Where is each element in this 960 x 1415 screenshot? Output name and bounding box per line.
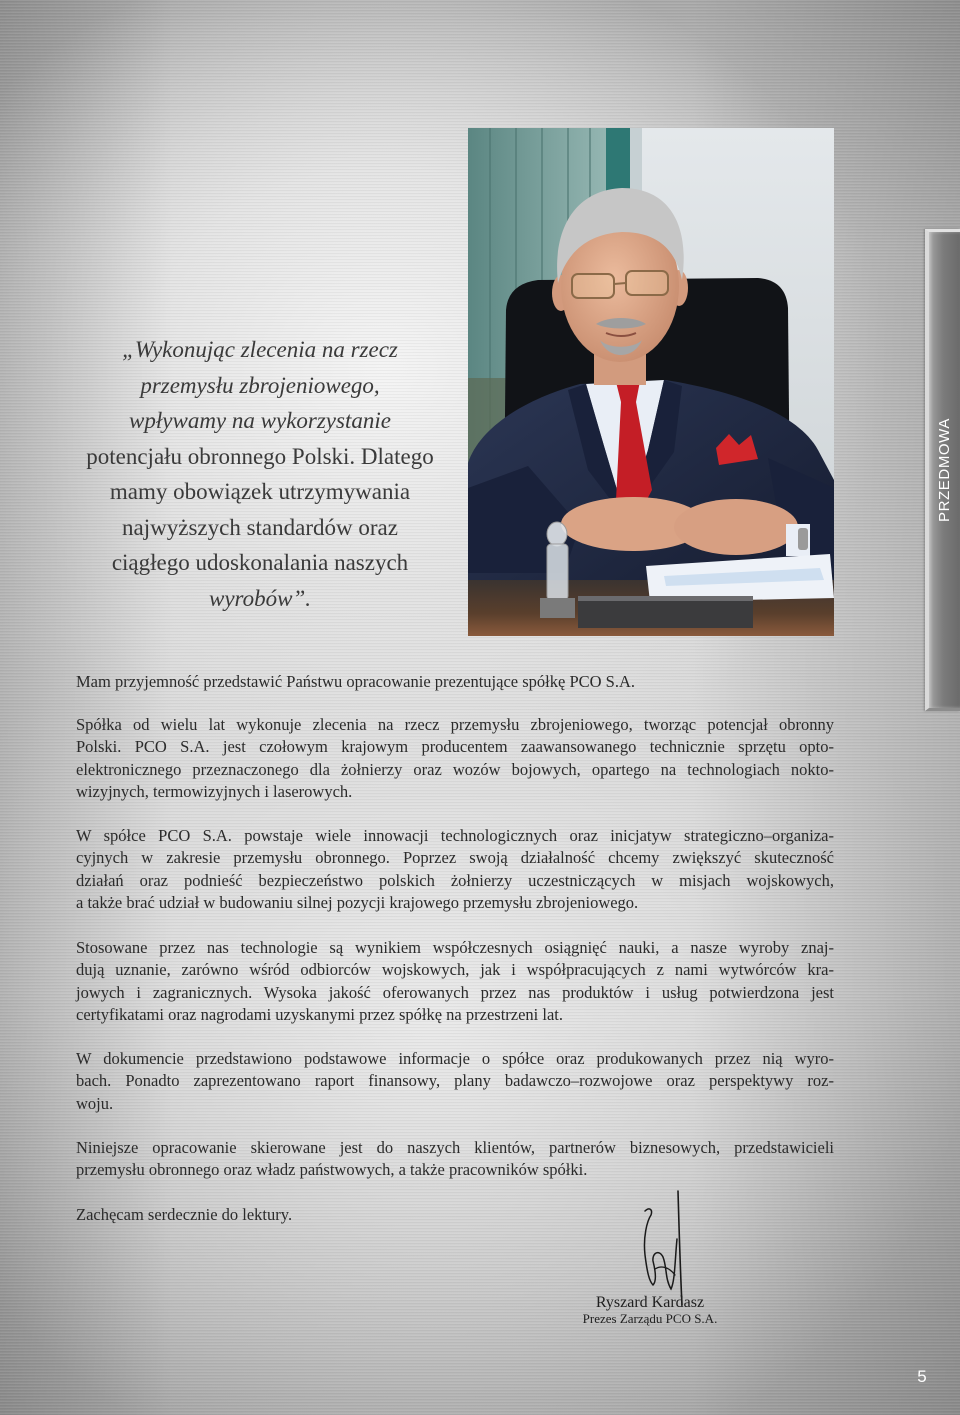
body-paragraph [76, 825, 834, 914]
pull-quote [60, 332, 460, 616]
body-line: Spółka od wielu lat wykonuje zlecenia na rzecz przemysłu zbrojeniowego, tworząc potencjał obronny [76, 715, 834, 734]
body-line: a także brać udział w budowaniu silnej pozycji krajowego przemysłu zbrojeniowego. [76, 892, 639, 912]
nameplate [578, 598, 753, 628]
quote-line: najwyższych standardów oraz [122, 514, 398, 540]
body-line: Niniejsze opracowanie skierowane jest do naszych klientów, partnerów biznesowych, przedstawicieli [76, 1138, 834, 1157]
quote-line: ciągłego udoskonalania naszych [111, 550, 409, 575]
wristwatch [798, 528, 808, 550]
body-line: woju. [76, 1093, 114, 1113]
body-paragraph [76, 714, 834, 803]
quote-line: potencjału obronnego Polski. Dlatego [86, 443, 434, 469]
signature-stroke [644, 1209, 677, 1289]
body-line: elektronicznego przeznaczonego dla żołnierzy oraz wozów bojowych, opartego na technologiach nokto- [76, 759, 834, 779]
quote-line: przemysłu zbrojeniowego, [140, 372, 380, 398]
quote-line: „Wykonując zlecenia na rzecz [122, 337, 398, 362]
signatory-name: Ryszard Kardasz [595, 1294, 705, 1311]
portrait-illustration [468, 128, 834, 636]
body-line: wizyjnych, termowizyjnych i laserowych. [76, 781, 353, 801]
right-hand [674, 499, 798, 555]
body-line: działań oraz podnieść bezpieczeństwo polskich żołnierzy uczestniczących w misjach wojskowych, [76, 870, 834, 890]
section-tab-label: PRZEDMOWA [936, 417, 953, 522]
body-line: dują uznanie, zarówno wśród odbiorców wojskowych, jak i współpracujących z nami wytwórców kra- [76, 960, 834, 980]
signature-block [560, 1294, 740, 1327]
page-number: 5 [917, 1367, 927, 1386]
handwritten-signature [625, 1185, 705, 1310]
body-line: Stosowane przez nas technologie są wynikiem współczesnych osiągnięć nauki, a nasze wyroby znaj- [76, 938, 834, 957]
body-line: cyjnych w zakresie przemysłu obronnego. Poprzez swoją działalność chcemy zwiększyć skuteczność [76, 848, 834, 868]
body-paragraph [76, 1048, 834, 1115]
body-line: Polski. PCO S.A. jest czołowym krajowym producentem zaawansowanego technicznie sprzętu opto- [76, 737, 834, 757]
quote-line: mamy obowiązek utrzymywania [109, 479, 411, 504]
body-paragraph [76, 671, 834, 693]
body-line: jowych i zagranicznych. Wysoka jakość oferowanych przez nas produktów i usług potwierdzona jest [76, 982, 834, 1002]
body-line: certyfikatami oraz nagrodami uzyskanymi przez spółkę na przestrzeni lat. [76, 1004, 563, 1024]
body-line: Mam przyjemność przedstawić Państwu opracowanie prezentujące spółkę PCO S.A. [76, 672, 636, 691]
section-tab [925, 229, 960, 711]
portrait-photo [468, 128, 834, 636]
nameplate-top [578, 596, 753, 601]
body-line: W dokumencie przedstawiono podstawowe informacje o spółce oraz produkowanych przez nią wyro- [76, 1049, 834, 1068]
body-line: bach. Ponadto zaprezentowano raport finansowy, plany badawczo–rozwojowe oraz perspektywy roz- [76, 1071, 834, 1091]
signatory-title: Prezes Zarządu PCO S.A. [582, 1311, 718, 1326]
body-line: Zachęcam serdecznie do lektury. [76, 1205, 293, 1224]
body-paragraph [76, 937, 834, 1026]
body-paragraph [76, 1204, 834, 1226]
body-line: przemysłu obronnego oraz władz państwowych, a także pracowników spółki. [76, 1160, 588, 1180]
body-paragraph [76, 1137, 834, 1182]
body-line: W spółce PCO S.A. powstaje wiele innowacji technologicznych oraz inicjatyw strategiczno–organiza- [76, 826, 834, 845]
quote-line: wyrobów”. [208, 585, 312, 611]
signature-stroke [678, 1191, 682, 1305]
quote-line: wpływamy na wykorzystanie [129, 408, 391, 433]
